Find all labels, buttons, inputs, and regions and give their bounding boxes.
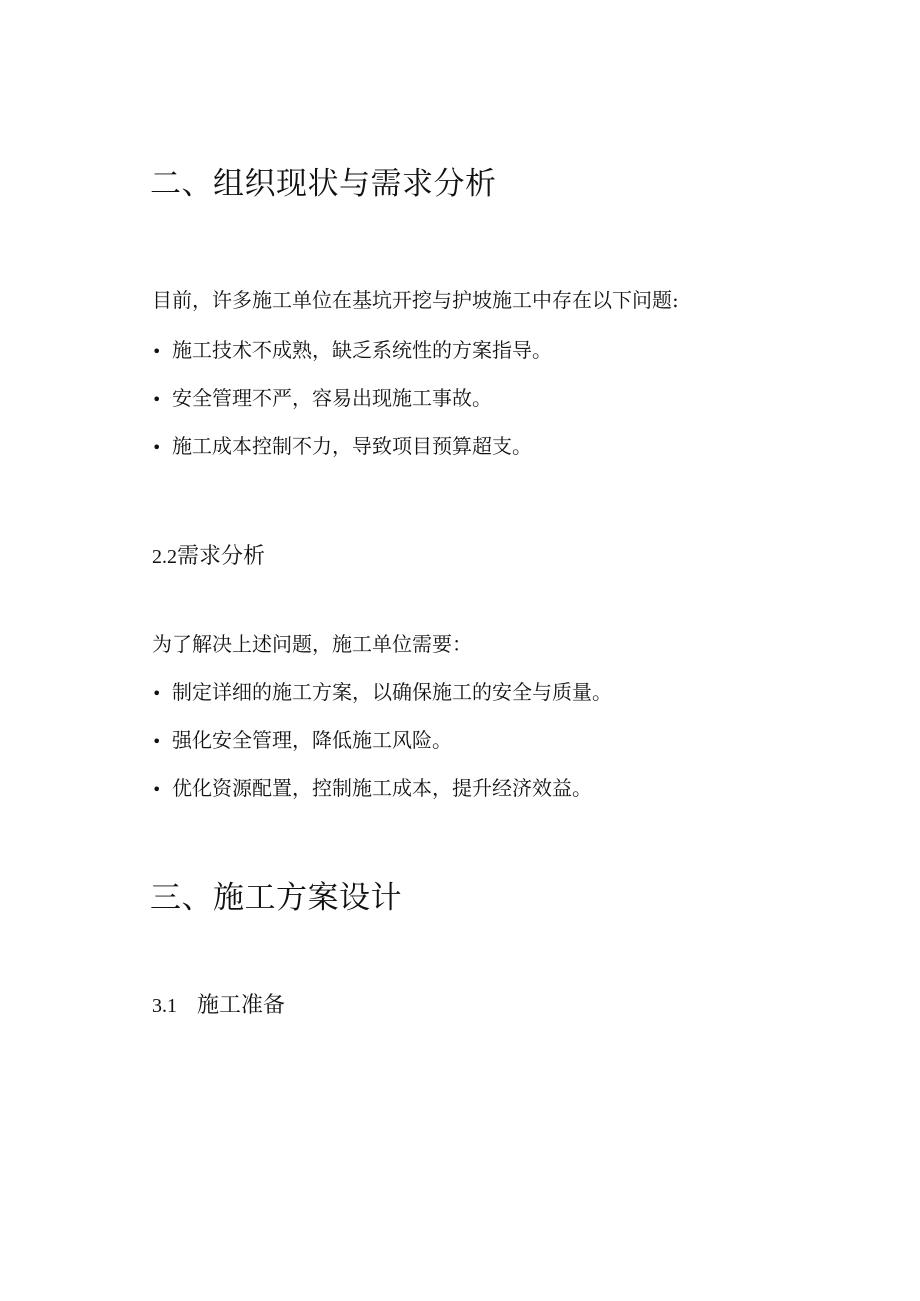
problem-text: 安全管理不严，容易出现施工事故。: [172, 386, 492, 410]
problem-item: [152, 336, 552, 366]
need-item: [152, 726, 452, 756]
section-3-heading: 三、施工方案设计: [150, 880, 402, 916]
problem-item: [152, 384, 492, 414]
subsection-label: 施工准备: [197, 993, 286, 1018]
subsection-number: 3.1: [152, 995, 177, 1017]
need-text: 制定详细的施工方案，以确保施工的安全与质量。: [172, 680, 612, 704]
needs-intro: 为了解决上述问题，施工单位需要：: [152, 632, 472, 656]
need-text: 强化安全管理，降低施工风险。: [172, 728, 452, 752]
bullet-icon: •: [152, 438, 162, 457]
bullet-icon: •: [152, 390, 162, 409]
section-2-heading: 二、组织现状与需求分析: [150, 166, 497, 202]
subsection-3-1-heading: [152, 991, 285, 1021]
subsection-number: 2.2: [152, 546, 177, 568]
need-item: [152, 774, 592, 804]
problem-text: 施工成本控制不力，导致项目预算超支。: [172, 434, 532, 458]
subsection-label: 需求分析: [177, 544, 266, 569]
need-item: [152, 678, 612, 708]
bullet-icon: •: [152, 342, 162, 361]
bullet-icon: •: [152, 780, 162, 799]
subsection-2-2-heading: [152, 542, 265, 572]
problem-text: 施工技术不成熟，缺乏系统性的方案指导。: [172, 338, 552, 362]
problems-intro: 目前，许多施工单位在基坑开挖与护坡施工中存在以下问题:: [152, 288, 679, 312]
bullet-icon: •: [152, 684, 162, 703]
need-text: 优化资源配置，控制施工成本，提升经济效益。: [172, 776, 592, 800]
bullet-icon: •: [152, 732, 162, 751]
problem-item: [152, 432, 532, 462]
